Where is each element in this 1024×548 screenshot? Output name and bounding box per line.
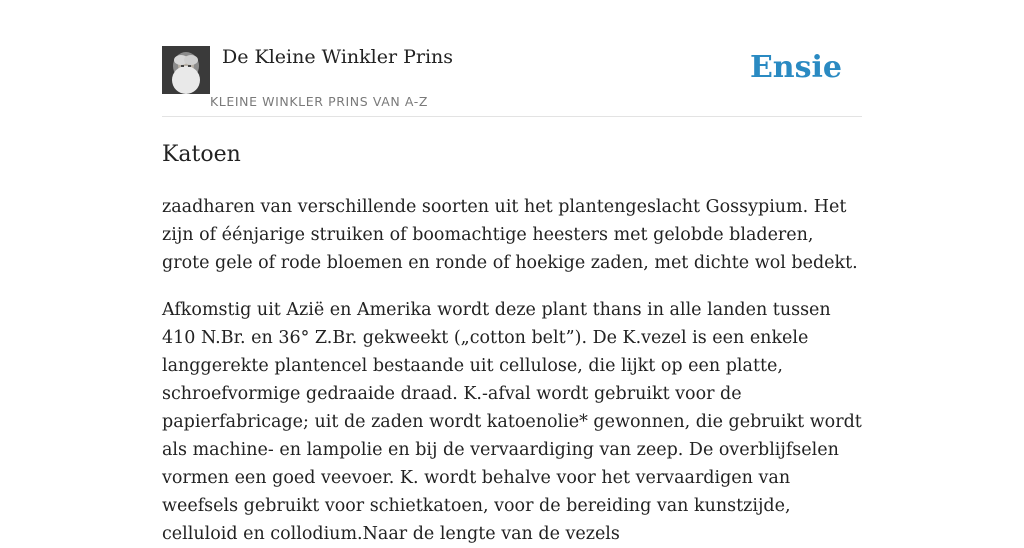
site-title[interactable]: De Kleine Winkler Prins	[222, 46, 454, 68]
site-header	[162, 0, 862, 117]
article-paragraph-2: Afkomstig uit Azië en Amerika wordt deze plant thans in alle landen tussen 410 N.Br. en 36° Z.Br. gekweekt („cotton belt”). De K.vezel is een enkele langgerekte plantencel bestaande uit cellulose, die lijkt op een platte, schroefvormige gedraaide draad. K.-afval wordt gebruikt voor de papierfabricage; uit de zaden wordt katoenolie* gewonnen, die gebruikt wordt als machine- en lampolie en bij de vervaardiging van zeep. De overblijfselen vormen een goed veevoer. K. wordt behalve voor het vervaardigen van weefsels gebruikt voor schietkatoen, voor de bereiding van kunstzijde, celluloid en collodium.Naar de lengte van de vezels	[162, 300, 862, 544]
article-paragraph-1: zaadharen van verschillende soorten uit het plantengeslacht Gossypium. Het zijn of éénjarige struiken of boomachtige heesters met gelobde bladeren, grote gele of rode bloemen en ronde of hoekige zaden, met dichte wol bedekt.	[162, 197, 858, 273]
page-container	[162, 0, 862, 548]
author-avatar[interactable]	[162, 46, 210, 94]
brand-logo[interactable]: Ensie	[749, 50, 842, 85]
entry-title: Katoen	[162, 142, 241, 167]
site-subtitle[interactable]: KLEINE WINKLER PRINS VAN A-Z	[210, 94, 429, 109]
